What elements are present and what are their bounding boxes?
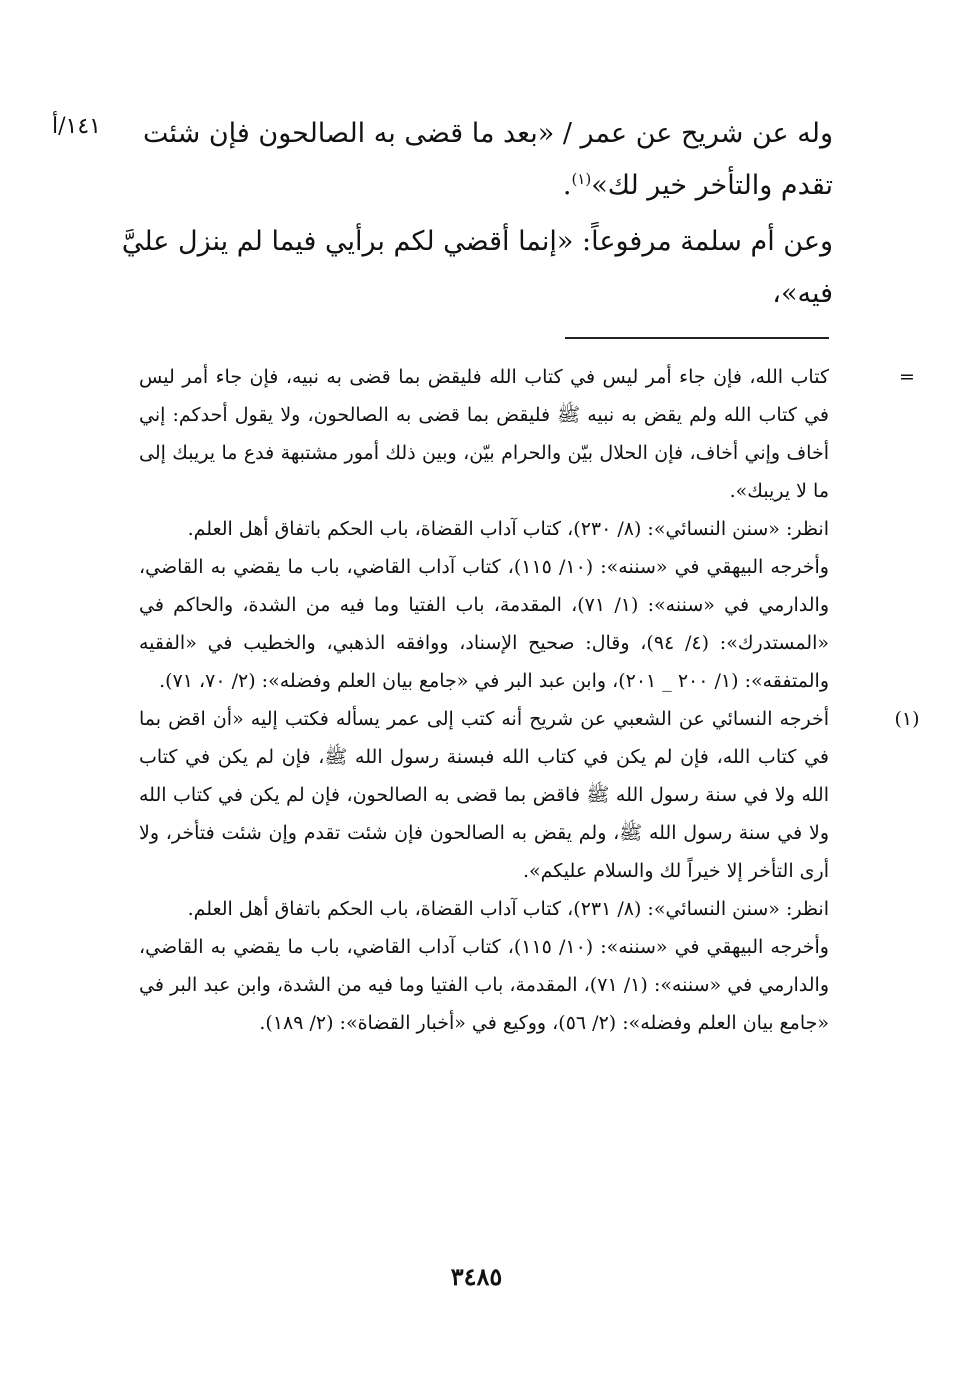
margin-manuscript-reference: ١٤١/أ — [52, 114, 101, 139]
footnote-continuation — [139, 358, 915, 700]
main-paragraph-1 — [93, 108, 833, 212]
footnote-reference-1[interactable]: (١) — [571, 170, 592, 188]
footnotes-section — [139, 358, 920, 1042]
page-number: ٣٤٨٥ — [450, 1262, 503, 1291]
main-paragraph-2: وعن أم سلمة مرفوعاً: «إنما أقضي لكم برأيي فيما لم ينزل عليَّ فيه»، — [121, 226, 833, 309]
main-paragraph-1-end: . — [562, 170, 572, 201]
main-text — [93, 108, 833, 320]
footnote-1-marker: (١) — [894, 708, 920, 730]
footnote-separator — [565, 337, 829, 339]
footnote-continuation-paragraph: انظر: «سنن النسائي»: (٨/ ٢٣٠)، كتاب آداب القضاة، باب الحكم باتفاق أهل العلم. — [187, 518, 829, 540]
footnote-continuation-paragraph: كتاب الله، فإن جاء أمر ليس في كتاب الله فليقض بما قضى به نبيه، فإن جاء أمر ليس في كتاب الله ولم يقض به نبيه ﷺ فليقض بما قضى به الصالحون، ولا يقول أحدكم: إني أخاف وإني أخاف، فإن الحلال بيّن والحرام بيّن، وبين ذلك أمور مشتبهة فدع ما يريبك إلى ما لا يريبك». — [139, 366, 829, 502]
main-paragraph-1-text: وله عن شريح عن عمر / «بعد ما قضى به الصالحون فإن شئت تقدم والتأخر خير لك» — [142, 118, 833, 201]
continuation-marker: = — [899, 366, 915, 388]
footnote-1-paragraph: انظر: «سنن النسائي»: (٨/ ٢٣١)، كتاب آداب القضاة، باب الحكم باتفاق أهل العلم. — [187, 898, 829, 920]
footnote-1 — [139, 700, 920, 1042]
footnote-continuation-paragraph: وأخرجه البيهقي في «سننه»: (١٠/ ١١٥)، كتاب آداب القاضي، باب ما يقضي به القاضي، والدارمي في «سننه»: (١/ ٧١)، المقدمة، باب الفتيا وما فيه من الشدة، والحاكم في «المستدرك»: (٤/ ٩٤)، وقال: صحيح الإسناد، ووافقه الذهبي، والخطيب في «الفقيه والمتفقه»: (١/ ٢٠٠ _ ٢٠١)، وابن عبد البر في «جامع بيان العلم وفضله»: (٢/ ٧٠، ٧١). — [139, 556, 829, 692]
footnote-1-paragraph: وأخرجه البيهقي في «سننه»: (١٠/ ١١٥)، كتاب آداب القاضي، باب ما يقضي به القاضي، والدارمي في «سننه»: (١/ ٧١)، المقدمة، باب الفتيا وما فيه من الشدة، وابن عبد البر في «جامع بيان العلم وفضله»: (٢/ ٥٦)، ووكيع في «أخبار القضاة»: (٢/ ١٨٩). — [139, 936, 830, 1034]
footnote-1-paragraph: أخرجه النسائي عن الشعبي عن شريح أنه كتب إلى عمر يسأله فكتب إليه «أن اقض بما في كتاب الله، فإن لم يكن في كتاب الله فبسنة رسول الله ﷺ، فإن لم يكن في كتاب الله ولا في سنة رسول الله ﷺ فاقض بما قضى به الصالحون، فإن لم يكن في كتاب الله ولا في سنة رسول الله ﷺ، ولم يقض به الصالحون فإن شئت تقدم وإن شئت فتأخر، ولا أرى التأخر إلا خيراً لك والسلام عليكم». — [139, 708, 829, 882]
